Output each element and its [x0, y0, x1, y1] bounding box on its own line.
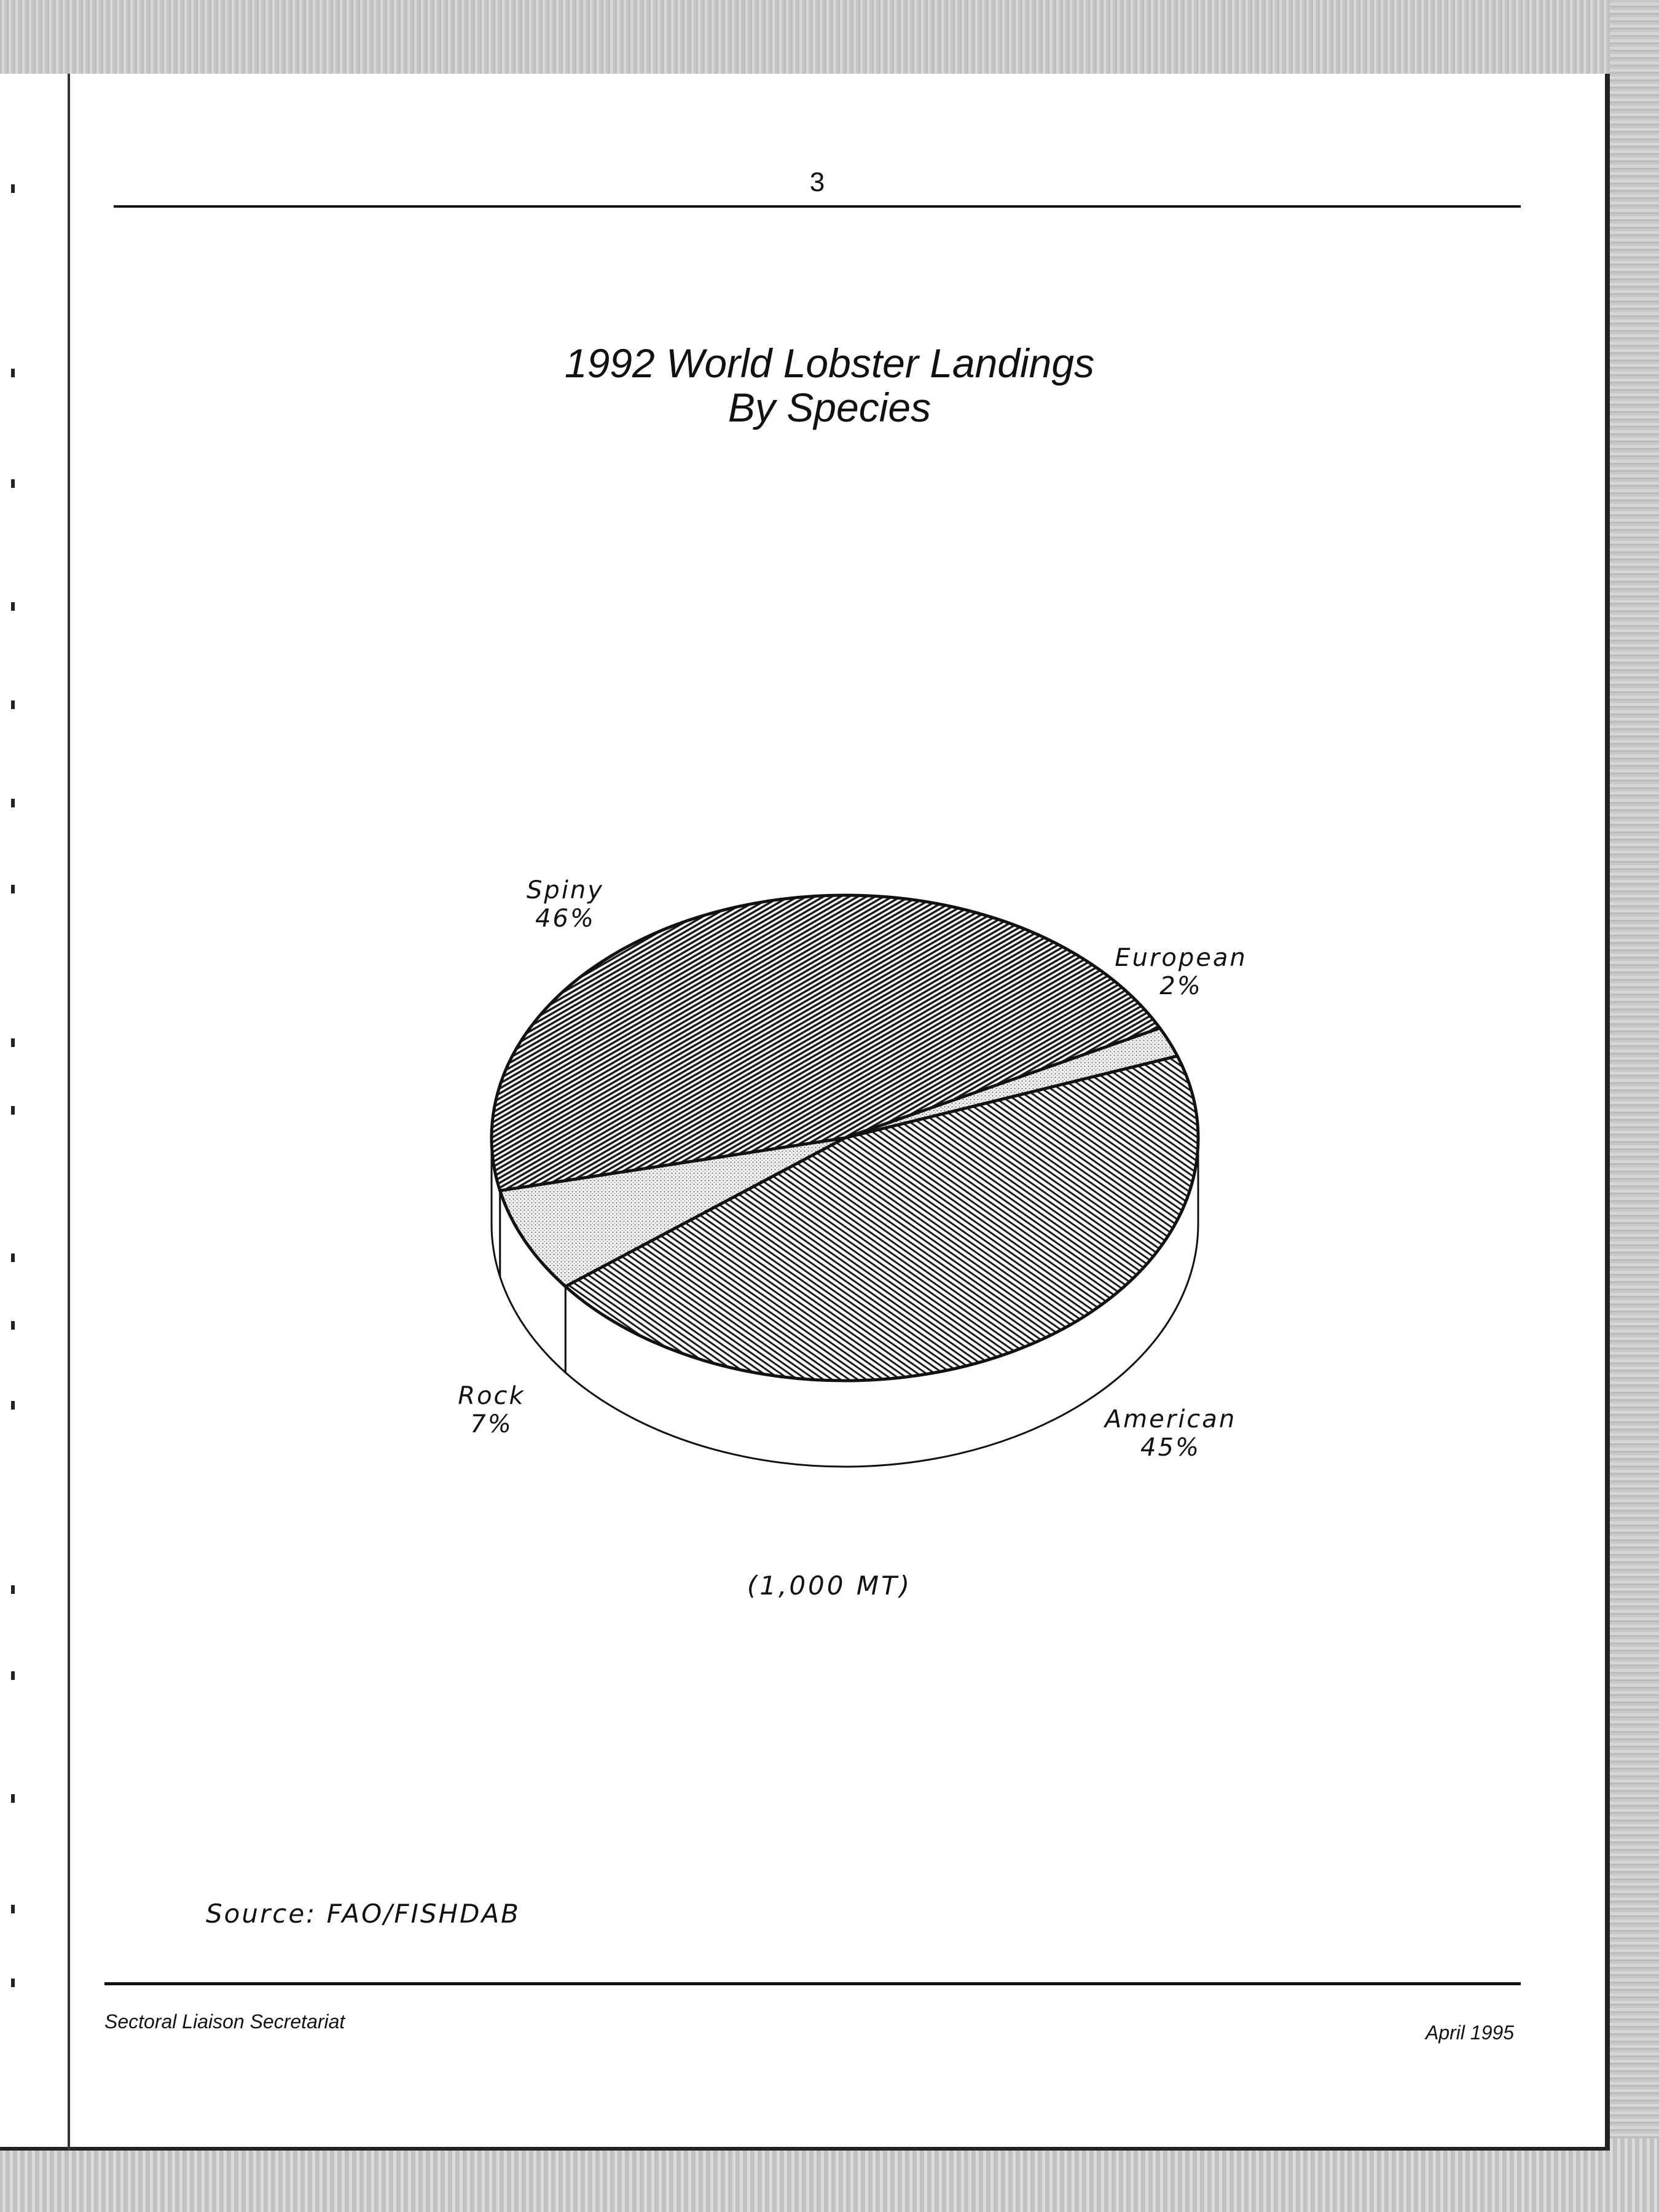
pie-top — [492, 895, 1198, 1381]
chart-unit-label: (1,000 MT) — [747, 1571, 912, 1601]
slice-label-european: European — [1115, 944, 1247, 972]
slice-percent-european: 2% — [1159, 972, 1202, 1000]
chart-title-line-2: By Species — [728, 385, 931, 430]
source-note: Source: FAO/FISHDAB — [206, 1899, 520, 1929]
chart-title-line-1: 1992 World Lobster Landings — [564, 340, 1095, 386]
footer-rule — [104, 1982, 1521, 1985]
slice-percent-american: 45% — [1140, 1433, 1201, 1462]
slice-percent-rock: 7% — [470, 1410, 513, 1438]
footer-date: April 1995 — [1426, 2022, 1515, 2044]
page-number: 3 — [809, 167, 825, 197]
slice-label-spiny: Spiny — [527, 876, 604, 904]
footer-organization: Sectoral Liaison Secretariat — [104, 2010, 345, 2033]
slice-label-american: American — [1104, 1405, 1237, 1433]
slice-label-rock: Rock — [458, 1382, 525, 1410]
slice-percent-spiny: 46% — [535, 904, 595, 933]
